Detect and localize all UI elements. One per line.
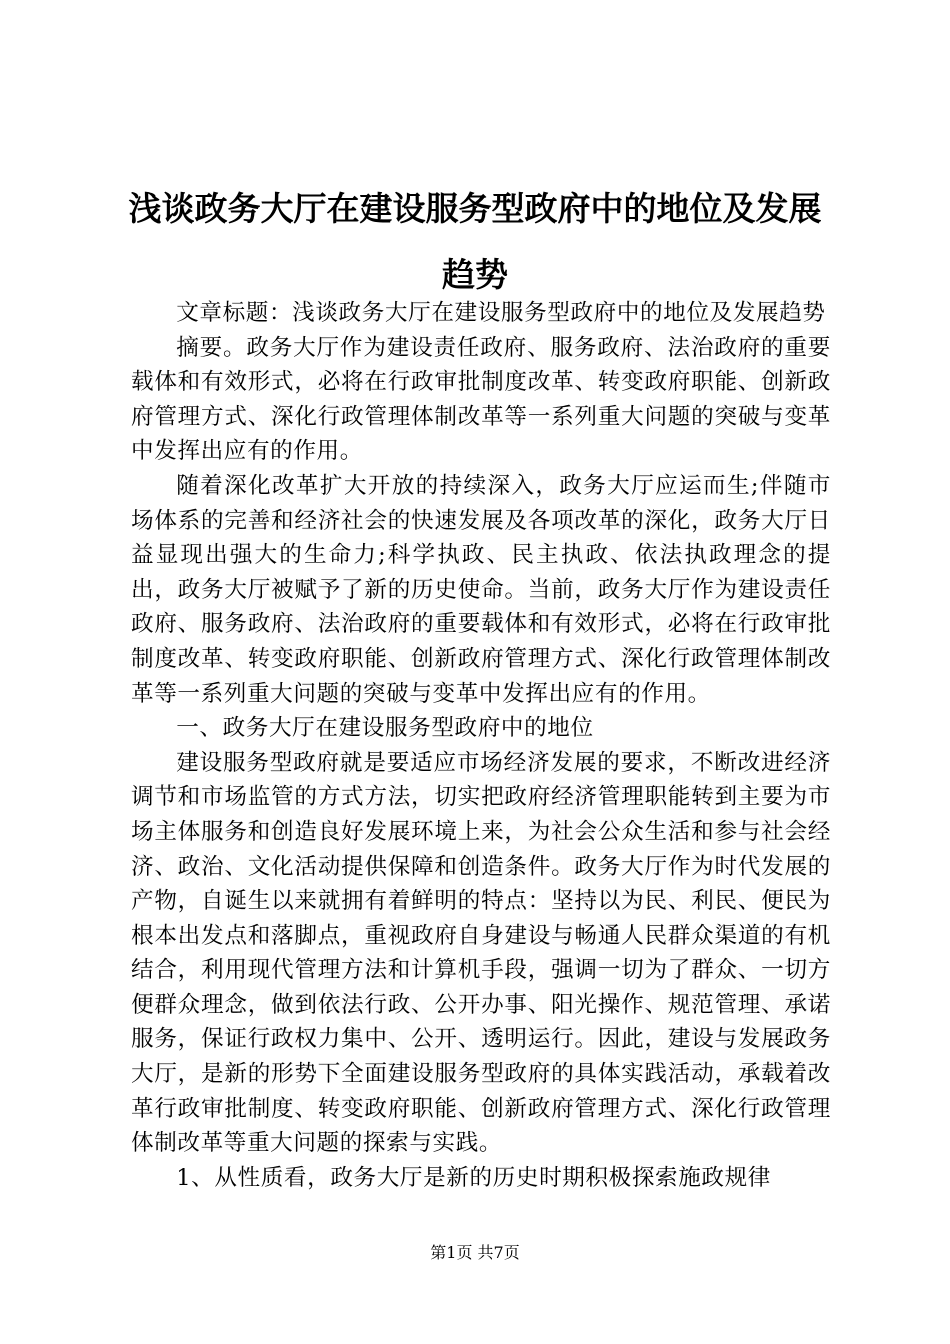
- document-title: 浅谈政务大厅在建设服务型政府中的地位及发展趋势: [128, 189, 822, 294]
- paragraph-section-1: 建设服务型政府就是要适应市场经济发展的要求，不断改进经济调节和市场监管的方式方法，切实把政府经济管理职能转到主要为市场主体服务和创造良好发展环境上来，为社会公众生活和参与社会经济、政治、文化活动提供保障和创造条件。政务大厅作为时代发展的产物，自诞生以来就拥有着鲜明的特点：坚持以为民、利民、便民为根本出发点和落脚点，重视政府自身建设与畅通人民群众渠道的有机结合，利用现代管理方法和计算机手段，强调一切为了群众、一切方便群众理念，做到依法行政、公开办事、阳光操作、规范管理、承诺服务，保证行政权力集中、公开、透明运行。因此，建设与发展政务大厅，是新的形势下全面建设服务型政府的具体实践活动，承载着改革行政审批制度、转变政府职能、创新政府管理方式、深化行政管理体制改革等重大问题的探索与实践。: [131, 749, 831, 1157]
- paragraph-point-1: 1、从性质看，政务大厅是新的历史时期积极探索施政规律: [176, 1164, 772, 1191]
- section-heading-1: 一、政务大厅在建设服务型政府中的地位: [176, 715, 594, 742]
- paragraph-intro: 随着深化改革扩大开放的持续深入，政务大厅应运而生;伴随市场体系的完善和经济社会的快速发展及各项改革的深化，政务大厅日益显现出强大的生命力;科学执政、民主执政、依法执政理念的提出，政务大厅被赋予了新的历史使命。当前，政务大厅作为建设责任政府、服务政府、法治政府的重要载体和有效形式，必将在行政审批制度改革、转变政府职能、创新政府管理方式、深化行政管理体制改革等一系列重大问题的突破与变革中发挥出应有的作用。: [131, 472, 831, 707]
- page-number: 第1页 共7页: [430, 1243, 520, 1262]
- paragraph-article-title: 文章标题：浅谈政务大厅在建设服务型政府中的地位及发展趋势: [176, 300, 826, 326]
- paragraph-abstract: 摘要。政务大厅作为建设责任政府、服务政府、法治政府的重要载体和有效形式，必将在行政审批制度改革、转变政府职能、创新政府管理方式、深化行政管理体制改革等一系列重大问题的突破与变革中发挥出应有的作用。: [131, 334, 831, 465]
- document-body: [131, 296, 831, 1195]
